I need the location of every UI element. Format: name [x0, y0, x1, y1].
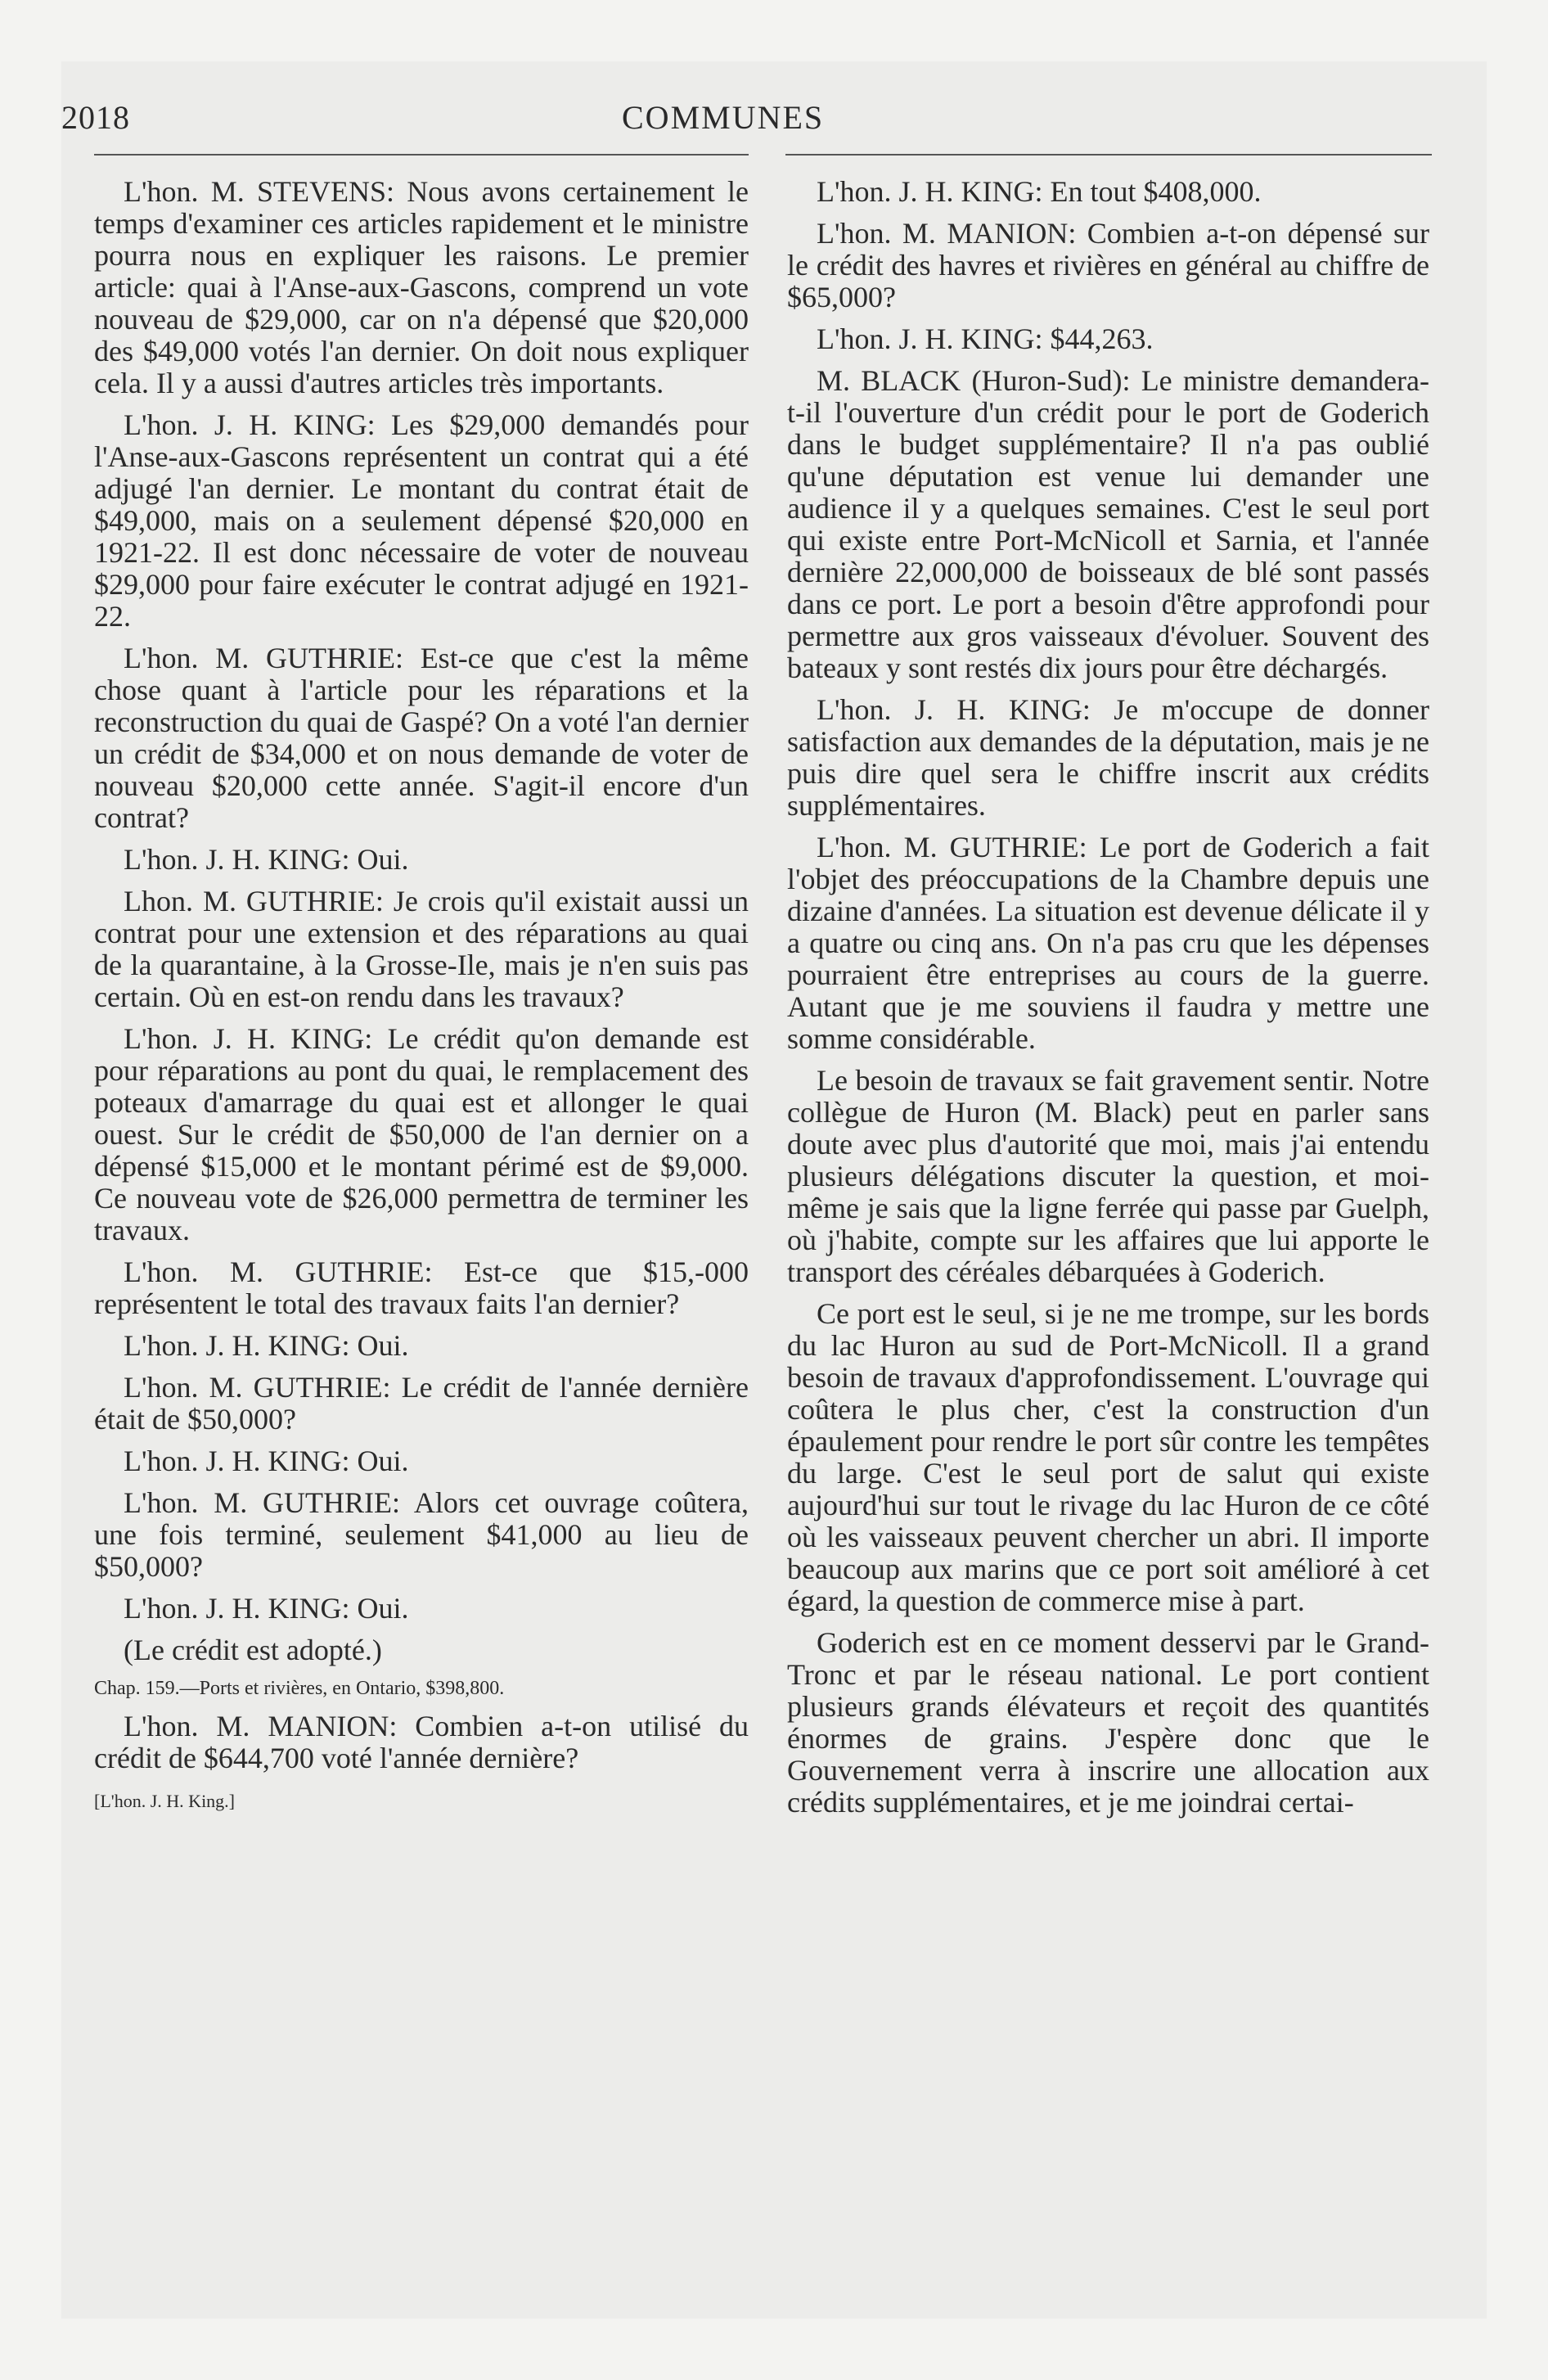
paragraph: L'hon. M. GUTHRIE: Le port de Goderich a fait l'objet des préoccupations de la Chambre depuis une dizaine d'années. La situation est devenue délicate il y a quatre ou cinq ans. On n'a pas cru que les dépenses pourraient être entreprises au cours de la guerre. Autant que je me souviens il faudra y mettre une somme considérable.	[787, 831, 1429, 1055]
paragraph: (Le crédit est adopté.)	[124, 1634, 382, 1666]
header-rule-left	[94, 154, 749, 156]
paragraph: L'hon. J. H. KING: Oui.	[124, 1445, 409, 1477]
paragraph: L'hon. M. MANION: Combien a-t-on utilisé du crédit de $644,700 voté l'année dernière?	[94, 1710, 749, 1774]
page-number: 2018	[61, 99, 130, 136]
paragraph: Ce port est le seul, si je ne me trompe, sur les bords du lac Huron au sud de Port-McNicoll. Il a grand besoin de travaux d'approfondissement. L'ouvrage qui coûtera le plus cher, c'est la construction d'un épaulement pour rendre le port sûr contre les tempêtes du large. C'est le seul port de salut qui existe aujourd'hui sur tout le rivage du lac Huron de ce côté où les vaisseaux peuvent chercher un abri. Il importe beaucoup aux marins que ce port soit amélioré à cet égard, la question de commerce mise à part.	[787, 1297, 1429, 1617]
page-title: COMMUNES	[622, 99, 825, 136]
paragraph: L'hon. M. GUTHRIE: Alors cet ouvrage coûtera, une fois terminé, seulement $41,000 au lieu de $50,000?	[94, 1486, 749, 1583]
paragraph: Lhon. M. GUTHRIE: Je crois qu'il existait aussi un contrat pour une extension et des réparations au quai de la quarantaine, à la Grosse-Ile, mais je n'en suis pas certain. Où en est-on rendu dans les travaux?	[94, 885, 749, 1013]
paragraph: L'hon. M. GUTHRIE: Est-ce que $15,-000 représentent le total des travaux faits l'an dernier?	[94, 1255, 749, 1320]
footer-attribution: [L'hon. J. H. King.]	[94, 1791, 236, 1811]
paragraph: L'hon. M. STEVENS: Nous avons certainement le temps d'examiner ces articles rapidement et le ministre pourra nous en expliquer les raisons. Le premier article: quai à l'Anse-aux-Gascons, comprend un vote nouveau de $29,000, car on n'a dépensé que $20,000 des $49,000 votés l'an dernier. On doit nous expliquer cela. Il y a aussi d'autres articles très importants.	[94, 175, 749, 399]
paragraph: L'hon. J. H. KING: En tout $408,000.	[817, 175, 1262, 208]
header-rule-right	[785, 154, 1432, 156]
paragraph: L'hon. M. GUTHRIE: Le crédit de l'année dernière était de $50,000?	[94, 1371, 749, 1436]
paragraph: L'hon. J. H. KING: Oui.	[124, 1592, 409, 1625]
paragraph: M. BLACK (Huron-Sud): Le ministre demandera-t-il l'ouverture d'un crédit pour le port de Goderich dans le budget supplémentaire? Il n'a pas oublié qu'une députation est venue lui demander une audience il y a quelques semaines. C'est le seul port qui existe entre Port-McNicoll et Sarnia, et l'année dernière 22,000,000 de boisseaux de blé sont passés dans ce port. Le port a besoin d'être approfondi pour permettre aux gros vaisseaux d'évoluer. Souvent des bateaux y sont restés dix jours pour être déchargés.	[787, 364, 1429, 684]
paragraph: L'hon. J. H. KING: Oui.	[124, 843, 409, 876]
paragraph: L'hon. J. H. KING: Oui.	[124, 1329, 409, 1362]
paragraph: Goderich est en ce moment desservi par le Grand-Tronc et par le réseau national. Le port contient plusieurs grands élévateurs et reçoit des quantités énormes de grains. J'espère donc que le Gouvernement verra à inscrire une allocation aux crédits supplémentaires, et je me joindrai certai-	[787, 1626, 1429, 1819]
paragraph: L'hon. J. H. KING: Les $29,000 demandés pour l'Anse-aux-Gascons représentent un contrat qui a été adjugé l'an dernier. Le montant du contrat était de $49,000, mais on a seulement dépensé $20,000 en 1921-22. Il est donc nécessaire de voter de nouveau $29,000 pour faire exécuter le contrat adjugé en 1921-22.	[94, 408, 749, 633]
right-column	[787, 176, 1429, 1828]
paragraph: L'hon. J. H. KING: $44,263.	[817, 322, 1154, 355]
paragraph: L'hon. J. H. KING: Je m'occupe de donner satisfaction aux demandes de la députation, mais je ne puis dire quel sera le chiffre inscrit aux crédits supplémentaires.	[787, 693, 1429, 822]
paragraph: L'hon. M. MANION: Combien a-t-on dépensé sur le crédit des havres et rivières en général au chiffre de $65,000?	[787, 217, 1429, 313]
paragraph: Le besoin de travaux se fait gravement sentir. Notre collègue de Huron (M. Black) peut en parler sans doute avec plus d'autorité que moi, mais j'ai entendu plusieurs délégations discuter la question, et moi-même je sais que la ligne ferrée qui passe par Guelph, où j'habite, compte sur les affaires que lui apporte le transport des céréales débarquées à Goderich.	[787, 1064, 1429, 1288]
chapter-heading: Chap. 159.—Ports et rivières, en Ontario, $398,800.	[94, 1678, 505, 1699]
left-column	[94, 176, 749, 1823]
paragraph: L'hon. M. GUTHRIE: Est-ce que c'est la même chose quant à l'article pour les réparations et la reconstruction du quai de Gaspé? On a voté l'an dernier un crédit de $34,000 et on nous demande de voter de nouveau $20,000 cette année. S'agit-il encore d'un contrat?	[94, 642, 749, 834]
paragraph: L'hon. J. H. KING: Le crédit qu'on demande est pour réparations au pont du quai, le remplacement des poteaux d'amarrage du quai est et allonger le quai ouest. Sur le crédit de $50,000 de l'an dernier on a dépensé $15,000 et le montant périmé est de $9,000. Ce nouveau vote de $26,000 permettra de terminer les travaux.	[94, 1022, 749, 1246]
